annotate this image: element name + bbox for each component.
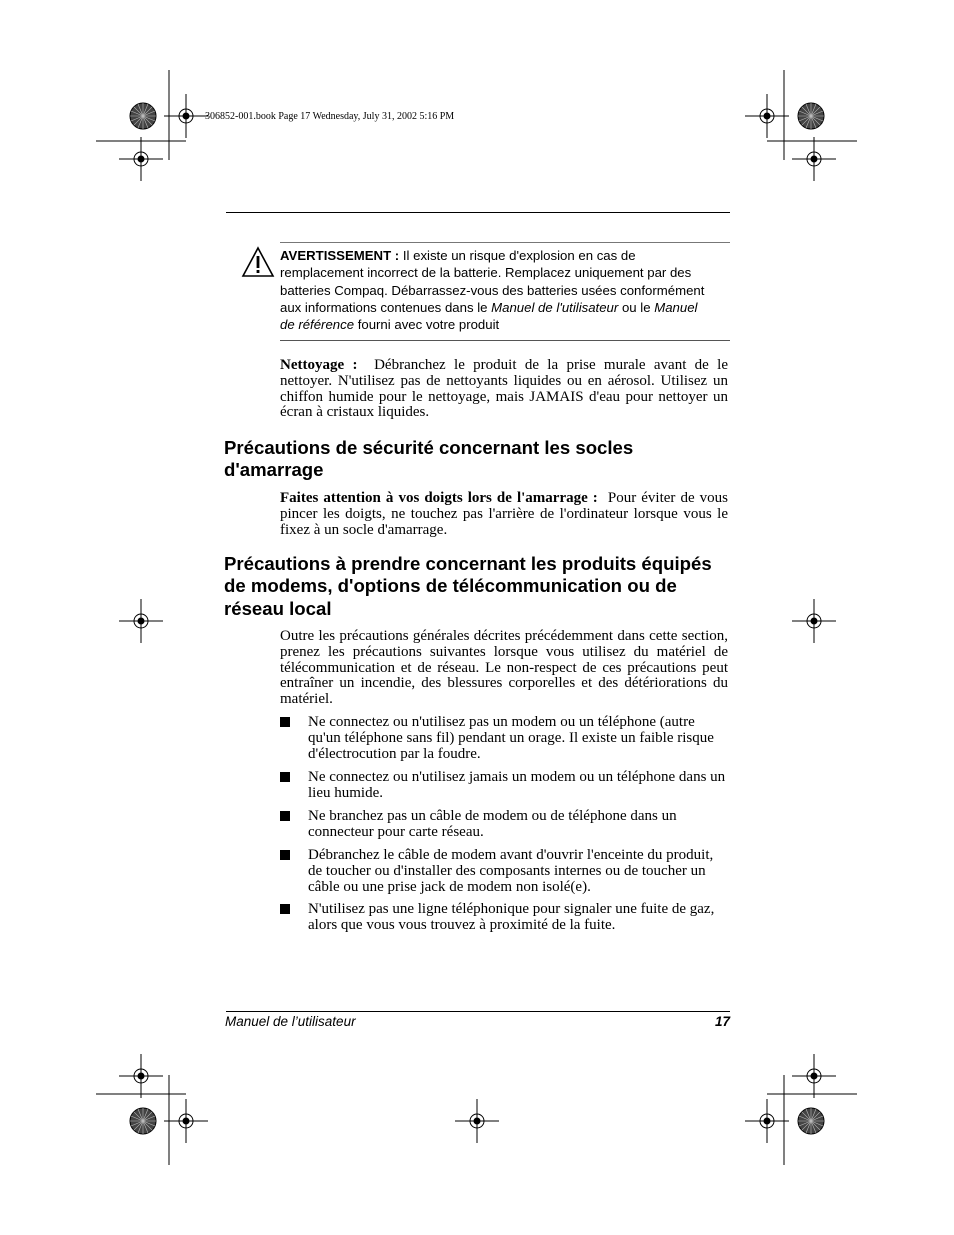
bullet-square-icon [280, 850, 290, 860]
modem-heading: Précautions à prendre concernant les produits équipés de modems, d'options de télécommunication ou de réseau local [224, 553, 712, 619]
bullet-square-icon [280, 904, 290, 914]
warning-ref-1: Manuel de l'utilisateur [491, 299, 619, 315]
warning-text-2: ou le [618, 299, 655, 315]
bullet-square-icon [280, 772, 290, 782]
list-item-text: Ne branchez pas un câble de modem ou de téléphone dans un connecteur pour carte réseau. [308, 808, 677, 840]
warning-text-3: fourni avec votre produit [354, 317, 500, 333]
docking-paragraph [280, 491, 728, 538]
list-item-text: Ne connectez ou n'utilisez jamais un modem ou un téléphone dans un lieu humide. [308, 769, 726, 801]
footer-title: Manuel de l’utilisateur [225, 1014, 356, 1029]
bullet-square-icon [280, 717, 290, 727]
cleaning-text: Débranchez le produit de la prise murale avant de le nettoyer. N'utilisez pas de nettoyants liquides ou en aérosol. Utilisez un chiffon humide pour le nettoyage, mais JAMAIS d'eau pour nettoyer un écran à cristaux liquides. [280, 357, 728, 421]
modem-intro: Outre les précautions générales décrites précédemment dans cette section, prenez les précautions suivantes lorsque vous utilisez du matériel de télécommunication et de réseau. Le non-respect de ces précautions peut entraîner un incendie, des blessures corporelles et des détériorations du matériel. [280, 628, 728, 708]
list-item [280, 809, 728, 841]
list-item [280, 715, 728, 762]
warning-top-rule [280, 242, 730, 243]
warning-ref-2: Manuel de référence [280, 299, 698, 333]
docking-heading: Précautions de sécurité concernant les socles d'amarrage [224, 437, 634, 481]
top-rule [226, 212, 730, 213]
docking-text: Pour éviter de vous pincer les doigts, ne touchez pas l'arrière de l'ordinateur lorsque vous le fixez à un socle d'amarrage. [280, 490, 728, 538]
warning-triangle-icon [241, 246, 275, 278]
list-item-text: N'utilisez pas une ligne téléphonique pour signaler une fuite de gaz, alors que vous vous trouvez à proximité de la fuite. [308, 901, 715, 933]
list-item [280, 848, 728, 895]
page-number: 17 [714, 1014, 730, 1029]
cleaning-paragraph [280, 358, 728, 421]
footer-rule [226, 1011, 730, 1012]
list-item [280, 902, 728, 934]
warning-bottom-rule [280, 340, 730, 341]
warning-text [280, 247, 705, 333]
list-item [280, 770, 728, 802]
print-header: 306852-001.book Page 17 Wednesday, July 31, 2002 5:16 PM [205, 111, 455, 122]
cleaning-label: Nettoyage : [280, 357, 358, 373]
bullet-square-icon [280, 811, 290, 821]
docking-label: Faites attention à vos doigts lors de l'amarrage : [280, 490, 598, 506]
list-item-text: Ne connectez ou n'utilisez pas un modem ou un téléphone (autre qu'un téléphone sans fil) pendant un orage. Il existe un faible risque d'électrocution par la foudre. [308, 714, 714, 762]
warning-text-1: Il existe un risque d'explosion en cas de remplacement incorrect de la batterie. Remplacez uniquement par des batteries Compaq. Débarrassez-vous des batteries usées conformément aux informations contenues dans le [280, 248, 705, 315]
warning-label: AVERTISSEMENT : [280, 248, 400, 263]
list-item-text: Débranchez le câble de modem avant d'ouvrir l'enceinte du produit, de toucher ou d'installer des composants internes ou de toucher un câble ou une prise jack de modem non isolé(e). [308, 847, 714, 895]
